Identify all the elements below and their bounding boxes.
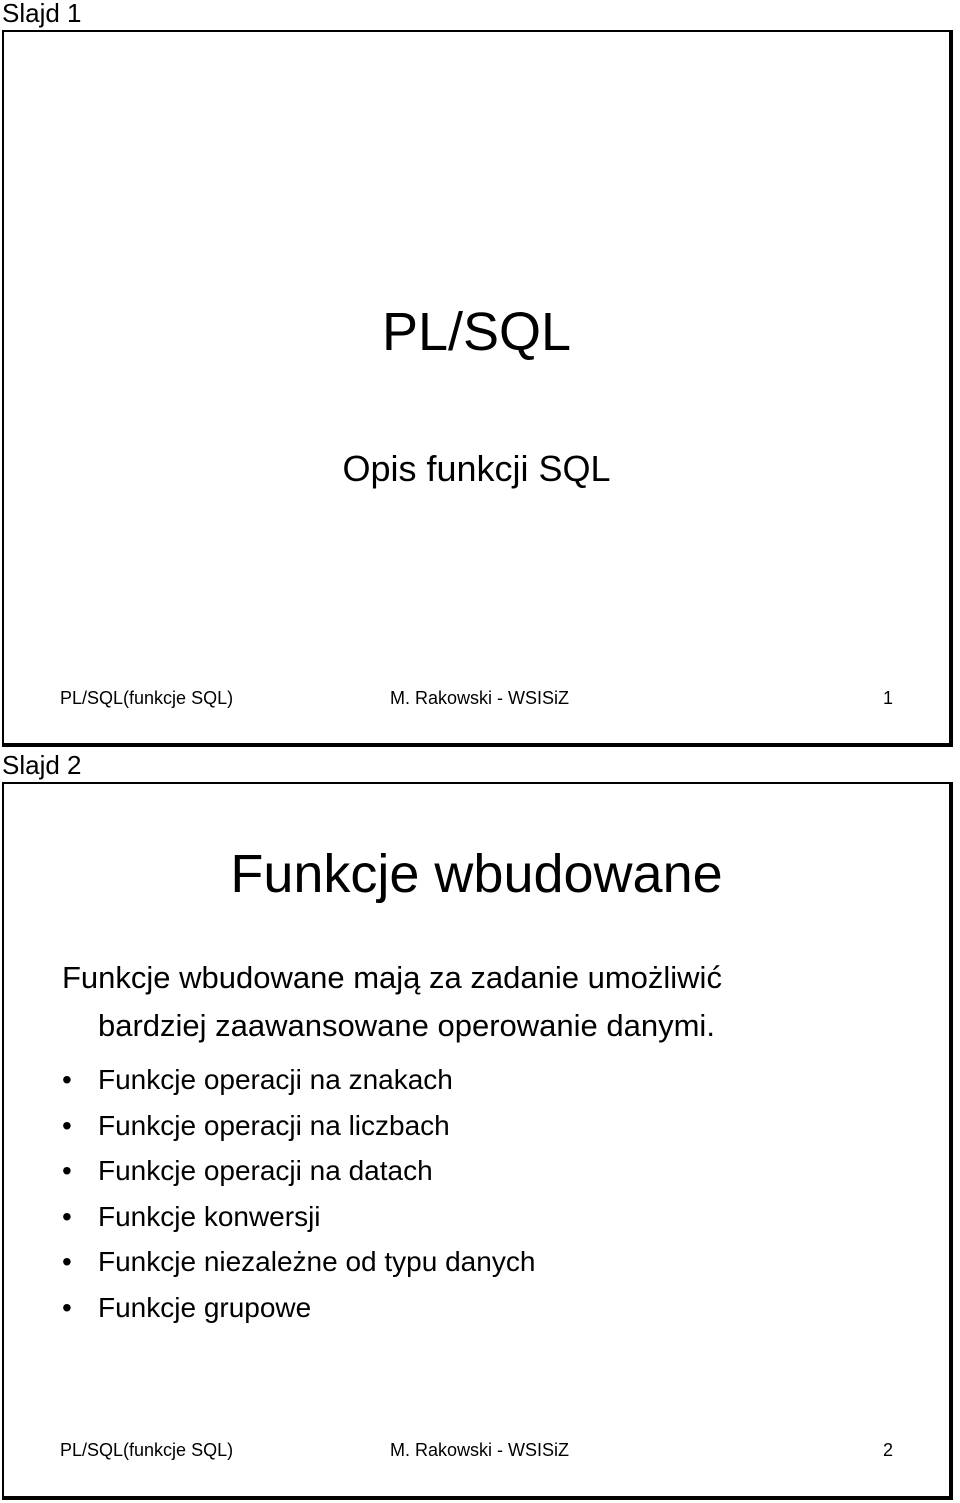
list-item: • Funkcje niezależne od typu danych [62, 1239, 535, 1285]
slide-2-title: Funkcje wbudowane [230, 844, 723, 904]
footer-course: PL/SQL(funkcje SQL) [60, 688, 234, 708]
slide-1-title: PL/SQL [381, 302, 572, 362]
list-item: • Funkcje konwersji [62, 1194, 535, 1240]
list-item: • Funkcje grupowe [62, 1285, 535, 1331]
slide-2 [2, 782, 953, 1500]
footer-page-number: 1 [882, 688, 893, 708]
bullet-icon: • [62, 1064, 72, 1095]
bullet-icon: • [62, 1291, 72, 1323]
list-item: • Funkcje operacji na datach [62, 1148, 535, 1194]
bullet-icon: • [62, 1200, 72, 1232]
slide-2-intro [62, 954, 892, 1050]
bullet-icon: • [62, 1246, 72, 1277]
list-item: • Funkcje operacji na znakach [62, 1057, 535, 1103]
slide-label-2: Slajd 2 [2, 750, 82, 780]
list-item: • Funkcje operacji na liczbach [62, 1103, 535, 1149]
footer-page-number: 2 [882, 1440, 893, 1460]
function-list [62, 1057, 535, 1330]
footer-course: PL/SQL(funkcje SQL) [60, 1440, 234, 1460]
bullet-icon: • [62, 1109, 72, 1141]
slide-1 [2, 30, 953, 747]
slide-label-1: Slajd 1 [2, 0, 82, 28]
footer-author: M. Rakowski - WSISiZ [390, 688, 570, 708]
intro-line-1: Funkcje wbudowane mają za zadanie umożliwić [62, 960, 722, 995]
intro-line-2: bardziej zaawansowane operowanie danymi. [98, 1008, 715, 1043]
bullet-icon: • [62, 1155, 72, 1186]
footer-author: M. Rakowski - WSISiZ [390, 1440, 570, 1460]
slide-1-subtitle: Opis funkcji SQL [342, 448, 611, 489]
